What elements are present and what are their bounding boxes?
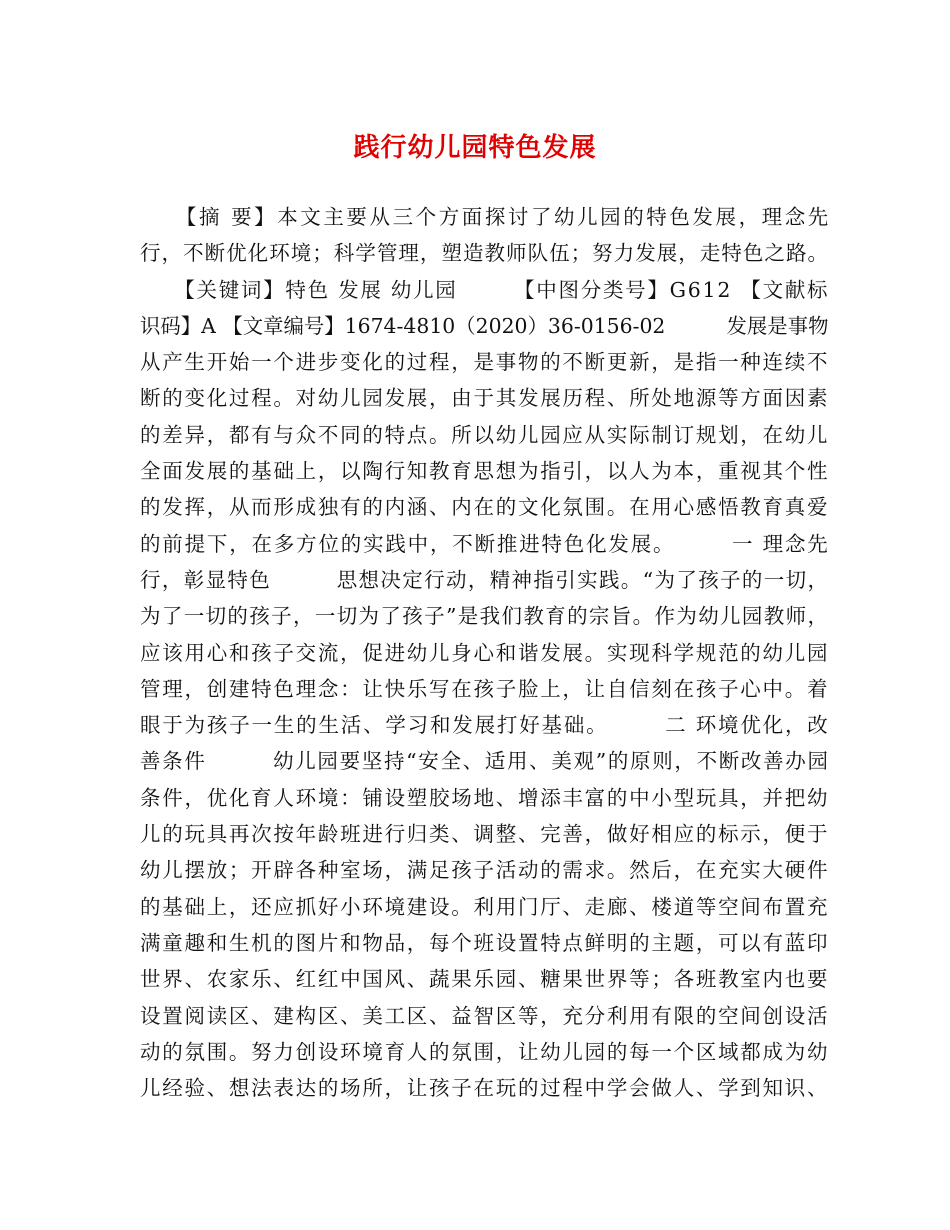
body-line: 儿的玩具再次按年龄班进行归类、调整、完善，做好相应的标示，便于 (140, 822, 830, 847)
body-line: 设置阅读区、建构区、美工区、益智区等，充分利用有限的空间创设活 (140, 1003, 830, 1028)
body-line: 从产生开始一个进步变化的过程，是事物的不断更新，是指一种连续不 (140, 350, 830, 375)
body-line: 条件，优化育人环境：铺设塑胶场地、增添丰富的中小型玩具，并把幼 (140, 785, 830, 810)
body-line: 应该用心和孩子交流，促进幼儿身心和谐发展。实现科学规范的幼儿园 (140, 640, 830, 665)
body-line: 为了一切的孩子，一切为了孩子”是我们教育的宗旨。作为幼儿园教师， (140, 604, 830, 629)
body-line: 动的氛围。努力创设环境育人的氛围，让幼儿园的每一个区域都成为幼 (140, 1039, 830, 1064)
body-line: 的差异，都有与众不同的特点。所以幼儿园应从实际制订规划，在幼儿 (140, 422, 830, 447)
document-body (140, 199, 831, 1106)
document-title: 践行幼儿园特色发展 (353, 133, 597, 163)
body-line: 幼儿摆放；开辟各种室场，满足孩子活动的需求。然后，在充实大硬件 (140, 858, 830, 883)
body-line: 眼于为孩子一生的生活、学习和发展打好基础。 二 环境优化，改 (140, 713, 830, 738)
body-line: 【关键词】特色 发展 幼儿园 【中图分类号】G612 【文献标 (140, 277, 830, 302)
body-line: 行，不断优化环境；科学管理，塑造教师队伍；努力发展，走特色之路。 (140, 241, 830, 266)
body-line: 的基础上，还应抓好小环境建设。利用门厅、走廊、楼道等空间布置充 (140, 894, 830, 919)
body-line: 【摘 要】本文主要从三个方面探讨了幼儿园的特色发展，理念先 (140, 205, 831, 229)
body-line: 的发挥，从而形成独有的内涵、内在的文化氛围。在用心感悟教育真爱 (140, 495, 830, 520)
body-line: 断的变化过程。对幼儿园发展，由于其发展历程、所处地源等方面因素 (140, 386, 830, 411)
body-line: 识码】A 【文章编号】1674-4810（2020）36-0156-02 发展是事物 (140, 313, 829, 338)
body-line: 行，彰显特色 思想决定行动，精神指引实践。“为了孩子的一切， (140, 567, 830, 592)
body-line: 全面发展的基础上，以陶行知教育思想为指引，以人为本，重视其个性 (140, 459, 830, 484)
body-line: 世界、农家乐、红红中国风、蔬果乐园、糖果世界等；各班教室内也要 (140, 967, 830, 992)
body-line: 善条件 幼儿园要坚持“安全、适用、美观”的原则，不断改善办园 (140, 749, 830, 774)
body-line: 满童趣和生机的图片和物品，每个班设置特点鲜明的主题，可以有蓝印 (140, 930, 830, 955)
body-line: 管理，创建特色理念：让快乐写在孩子脸上，让自信刻在孩子心中。着 (140, 676, 830, 701)
body-line: 儿经验、想法表达的场所，让孩子在玩的过程中学会做人、学到知识、 (140, 1076, 830, 1101)
body-line: 的前提下，在多方位的实践中，不断推进特色化发展。 一 理念先 (140, 531, 830, 556)
